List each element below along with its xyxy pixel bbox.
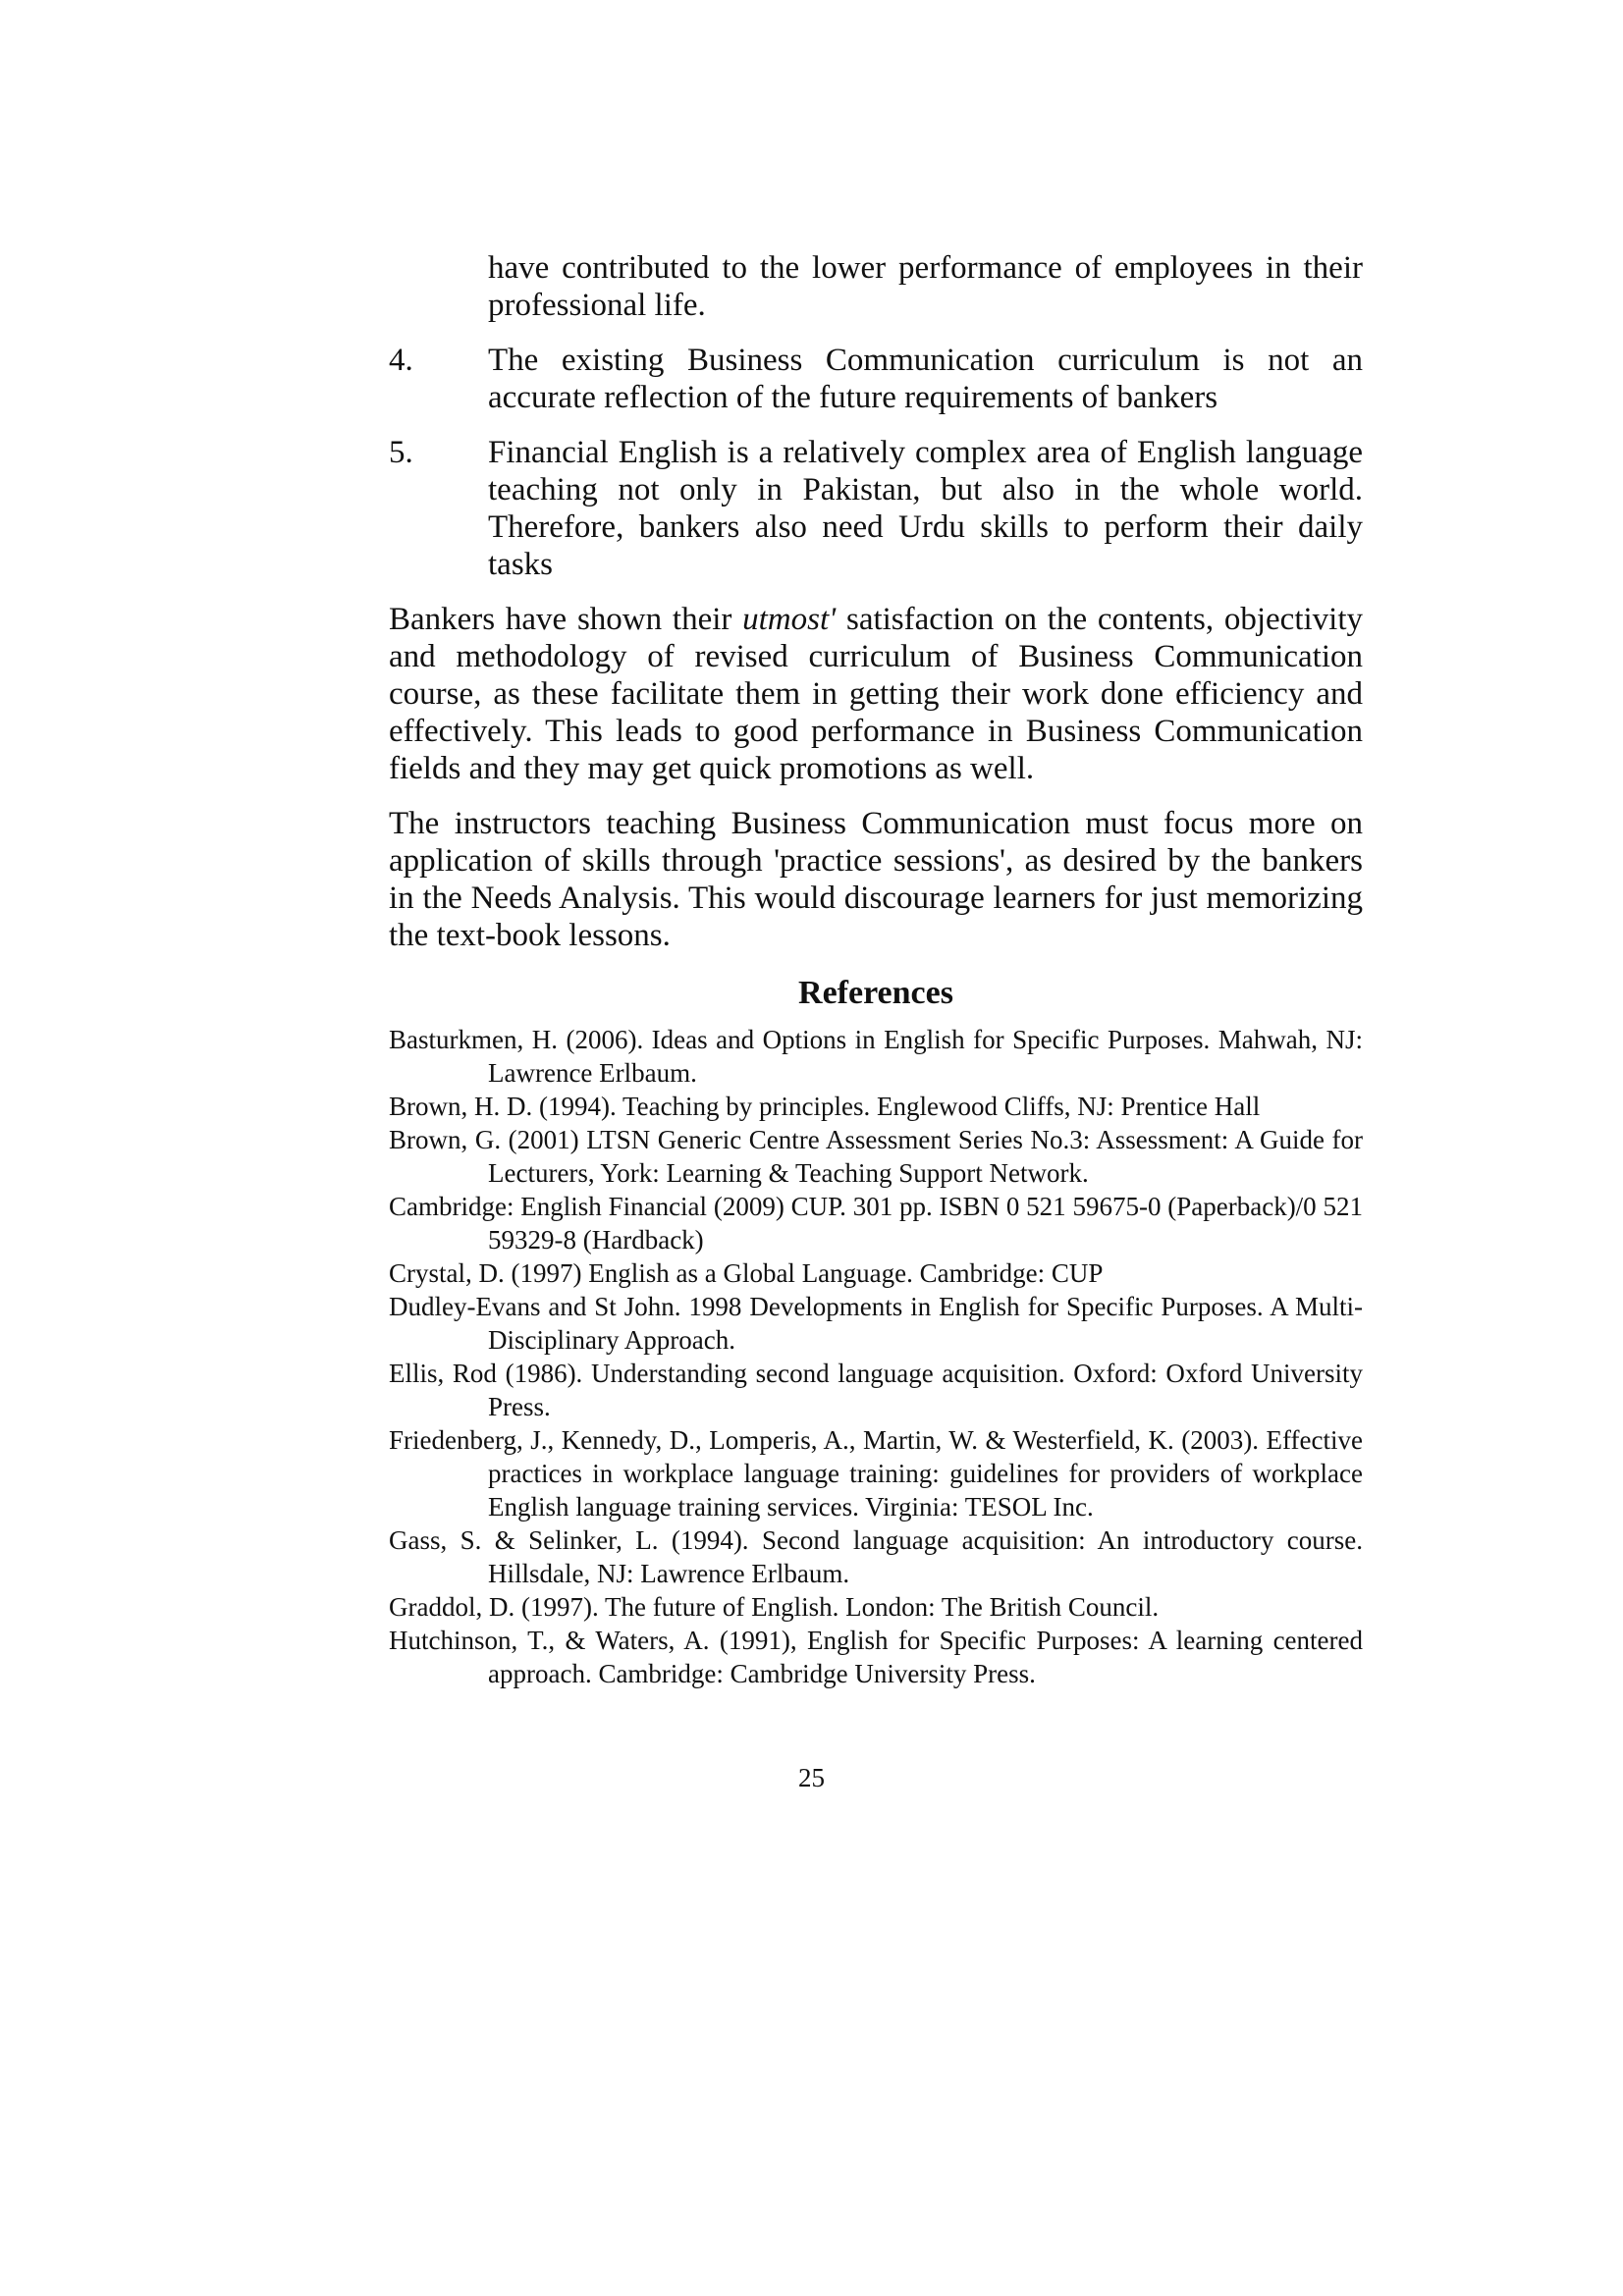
list-number: 5. xyxy=(389,435,413,470)
list-item-5 xyxy=(389,434,1363,583)
paragraph-bankers-satisfaction xyxy=(389,601,1363,787)
list-item-text: Financial English is a relatively complex area of English language teaching not only in Pakistan, but also in the whole world. Therefore, bankers also need Urdu skills to perform their daily tasks xyxy=(488,435,1363,582)
reference-item: Graddol, D. (1997). The future of English. London: The British Council. xyxy=(389,1592,1160,1622)
page-number: 25 xyxy=(798,1763,825,1792)
reference-item: Hutchinson, T., & Waters, A. (1991), English for Specific Purposes: A learning centered approach. Cambridge: Cambridge University Press. xyxy=(389,1626,1363,1688)
paragraph-text: Bankers have shown their xyxy=(389,602,743,637)
reference-item: Ellis, Rod (1986). Understanding second language acquisition. Oxford: Oxford University Press. xyxy=(389,1359,1363,1421)
list-item-4 xyxy=(389,342,1363,416)
reference-item: Basturkmen, H. (2006). Ideas and Options in English for Specific Purposes. Mahwah, NJ: Lawrence Erlbaum. xyxy=(389,1025,1363,1088)
list-item-text: The existing Business Communication curriculum is not an accurate reflection of the future requirements of bankers xyxy=(488,343,1363,415)
paragraph-text: satisfaction on the contents, objectivity and methodology of revised curriculum of Business Communication course, as these facilitate them in getting their work done efficiency and effectively. This leads to good performance in Business Communication fields and they may get quick promotions as well. xyxy=(389,602,1364,786)
reference-item: Gass, S. & Selinker, L. (1994). Second language acquisition: An introductory course. Hillsdale, NJ: Lawrence Erlbaum. xyxy=(389,1525,1363,1588)
paragraph-instructors: The instructors teaching Business Communication must focus more on application of skills through 'practice sessions', as desired by the bankers in the Needs Analysis. This would discourage learners for just memorizing the text-book lessons. xyxy=(389,806,1363,953)
numbered-list xyxy=(389,342,1363,583)
reference-item: Dudley-Evans and St John. 1998 Developments in English for Specific Purposes. A Multi-Disciplinary Approach. xyxy=(389,1292,1363,1355)
emphasis-text: utmost' xyxy=(742,602,837,637)
reference-item: Crystal, D. (1997) English as a Global Language. Cambridge: CUP xyxy=(389,1258,1104,1288)
reference-item: Cambridge: English Financial (2009) CUP. 301 pp. ISBN 0 521 59675-0 (Paperback)/0 521 59329-8 (Hardback) xyxy=(389,1192,1363,1255)
reference-item: Friedenberg, J., Kennedy, D., Lomperis, A., Martin, W. & Westerfield, K. (2003). Effective practices in workplace language training: guidelines for providers of workplace English language training services. Virginia: TESOL Inc. xyxy=(389,1425,1363,1522)
reference-item: Brown, G. (2001) LTSN Generic Centre Assessment Series No.3: Assessment: A Guide for Lecturers, York: Learning & Teaching Support Network. xyxy=(389,1125,1363,1188)
list-continuation-text: have contributed to the lower performance of employees in their professional life. xyxy=(488,250,1363,323)
page-content xyxy=(389,249,1363,1690)
references-heading: References xyxy=(798,975,953,1011)
list-continuation xyxy=(389,249,1363,324)
reference-list xyxy=(389,1023,1363,1690)
reference-item: Brown, H. D. (1994). Teaching by principles. Englewood Cliffs, NJ: Prentice Hall xyxy=(389,1092,1261,1121)
list-number: 4. xyxy=(389,343,413,378)
